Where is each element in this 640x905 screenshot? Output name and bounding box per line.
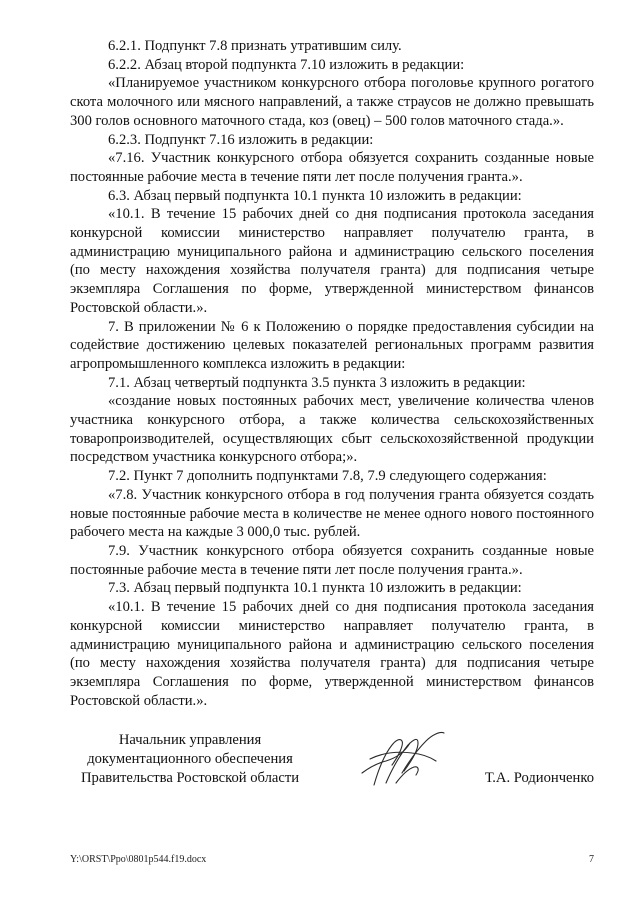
paragraph: 7.3. Абзац первый подпункта 10.1 пункта 10 изложить в редакции: bbox=[108, 580, 522, 597]
signatory-title-line: Начальник управления bbox=[118, 732, 262, 748]
signature-block bbox=[70, 731, 594, 791]
paragraph: 6.2.1. Подпункт 7.8 признать утратившим силу. bbox=[108, 38, 402, 54]
signatory-name: Т.А. Родионченко bbox=[484, 770, 594, 786]
paragraph: «10.1. В течение 15 рабочих дней со дня подписания протокола заседания конкурсной комиссии министерство направляет получателю гранта, в администрацию муниципального района и администрацию сельского поселения (по месту нахождения хозяйства получателя гранта) для подписания четыре экземпляра Соглашения по форме, утвержденной министерством финансов Ростовской области.». bbox=[70, 206, 594, 316]
signatory-title bbox=[70, 731, 310, 788]
paragraph: 7.2. Пункт 7 дополнить подпунктами 7.8, 7.9 следующего содержания: bbox=[108, 468, 547, 485]
paragraph: 6.2.3. Подпункт 7.16 изложить в редакции: bbox=[108, 131, 374, 148]
paragraph: 7. В приложении № 6 к Положению о порядке предоставления субсидии на содействие достижению целевых показателей региональных программ развития агропромышленного комплекса изложить в редакции: bbox=[70, 318, 594, 372]
paragraph: 7.1. Абзац четвертый подпункта 3.5 пункта 3 изложить в редакции: bbox=[108, 374, 526, 391]
paragraph: 6.3. Абзац первый подпункта 10.1 пункта 10 изложить в редакции: bbox=[108, 187, 522, 204]
paragraph: «10.1. В течение 15 рабочих дней со дня подписания протокола заседания конкурсной комиссии министерство направляет получателю гранта, в администрацию муниципального района и администрацию сельского поселения (по месту нахождения хозяйства получателя гранта) для подписания четыре экземпляра Соглашения по форме, утвержденной министерством финансов Ростовской области.». bbox=[70, 599, 594, 709]
document-body bbox=[70, 37, 594, 710]
paragraph: «7.16. Участник конкурсного отбора обязуется сохранить созданные новые постоянные рабочие места в течение пяти лет после получения гранта.». bbox=[70, 150, 594, 185]
paragraph: 7.9. Участник конкурсного отбора обязуется сохранить созданные новые постоянные рабочие места в течение пяти лет после получения гранта.». bbox=[70, 542, 594, 578]
paragraph: 6.2.2. Абзац второй подпункта 7.10 изложить в редакции: bbox=[108, 56, 465, 73]
file-path: Y:\ORST\Ppo\0801p544.f19.docx bbox=[70, 854, 207, 865]
signatory-title-line: документационного обеспечения bbox=[87, 751, 293, 767]
page-number: 7 bbox=[589, 854, 594, 865]
handwritten-signature bbox=[356, 723, 448, 793]
paragraph: «Планируемое участником конкурсного отбора поголовье крупного рогатого скота молочного или мясного направлений, а также страусов не должно превышать 300 голов основного маточного стада, коз (овец) – 500 голов маточного стада.». bbox=[70, 75, 594, 129]
paragraph: «7.8. Участник конкурсного отбора в год получения гранта обязуется создать новые постоянные рабочие места в количестве не менее одного нового постоянного рабочего места на каждые 3 000,0 тыс. рублей. bbox=[70, 486, 594, 541]
signatory-title-line: Правительства Ростовской области bbox=[80, 770, 300, 786]
paragraph: «создание новых постоянных рабочих мест, увеличение количества членов участника конкурсного отбора, а также количества сельскохозяйственных товаропроизводителей, осуществляющих сбыт сельскохозяйственной продукции посредством участника конкурсного отбора;». bbox=[70, 393, 594, 466]
